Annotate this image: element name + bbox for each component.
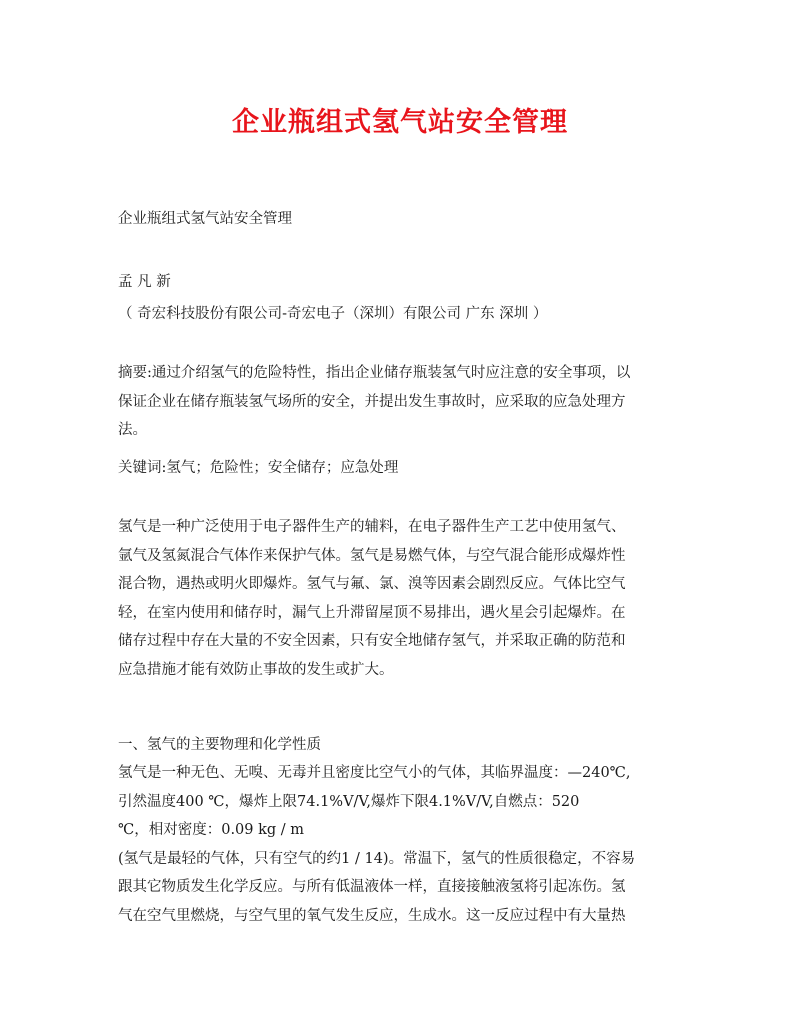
section-heading: 一、氢气的主要物理和化学性质 (118, 737, 321, 753)
paragraph-line: 轻，在室内使用和储存时，漏气上升滞留屋顶不易排出，遇火星会引起爆炸。在 (118, 604, 626, 621)
paragraph-line: 氢气是一种广泛使用于电子器件生产的辅料，在电子器件生产工艺中使用氢气、 (118, 519, 626, 535)
author-affiliation: （ 奇宏科技股份有限公司-奇宏电子（深圳）有限公司 广东 深圳 ） (118, 306, 548, 322)
intro-paragraph (118, 513, 678, 684)
paragraph-line: 引然温度400 ℃，爆炸上限74.1%V/V,爆炸下限4.1%V/V,自燃点：520 (118, 793, 580, 810)
abstract-line: 摘要:通过介绍氢气的危险特性，指出企业储存瓶装氢气时应注意的安全事项，以 (118, 365, 631, 381)
keywords: 关键词:氢气；危险性；安全储存；应急处理 (118, 460, 399, 476)
paragraph-line: ℃，相对密度：0.09 kg / m (118, 822, 305, 838)
document-subtitle: 企业瓶组式氢气站安全管理 (118, 211, 292, 227)
abstract-line: 保证企业在储存瓶装氢气场所的安全，并提出发生事故时，应采取的应急处理方 (118, 393, 626, 410)
paragraph-line: 气在空气里燃烧，与空气里的氧气发生反应，生成水。这一反应过程中有大量热 (118, 907, 626, 924)
author-name: 孟 凡 新 (118, 274, 171, 290)
paragraph-line: 氩气及氢氮混合气体作来保护气体。氢气是易燃气体，与空气混合能形成爆炸性 (118, 547, 626, 564)
paragraph-line: 混合物，遇热或明火即爆炸。氢气与氟、氯、溴等因素会剧烈反应。气体比空气 (118, 576, 626, 592)
paragraph-line: 储存过程中存在大量的不安全因素，只有安全地储存氢气，并采取正确的防范和 (118, 633, 626, 649)
abstract (118, 359, 678, 445)
paragraph-line: 氢气是一种无色、无嗅、无毒并且密度比空气小的气体，其临界温度：—240℃, (118, 765, 631, 781)
paragraph-line: 跟其它物质发生化学反应。与所有低温液体一样，直接接触液氢将引起冻伤。氢 (118, 879, 626, 895)
document-title: 企业瓶组式氢气站安全管理 (232, 107, 568, 138)
paragraph-line: 应急措施才能有效防止事故的发生或扩大。 (118, 661, 394, 678)
paragraph-line: (氢气是最轻的气体，只有空气的约1 / 14)。常温下，氢气的性质很稳定，不容易 (118, 850, 636, 867)
abstract-line: 法。 (118, 422, 147, 438)
section1-paragraph (118, 759, 678, 930)
